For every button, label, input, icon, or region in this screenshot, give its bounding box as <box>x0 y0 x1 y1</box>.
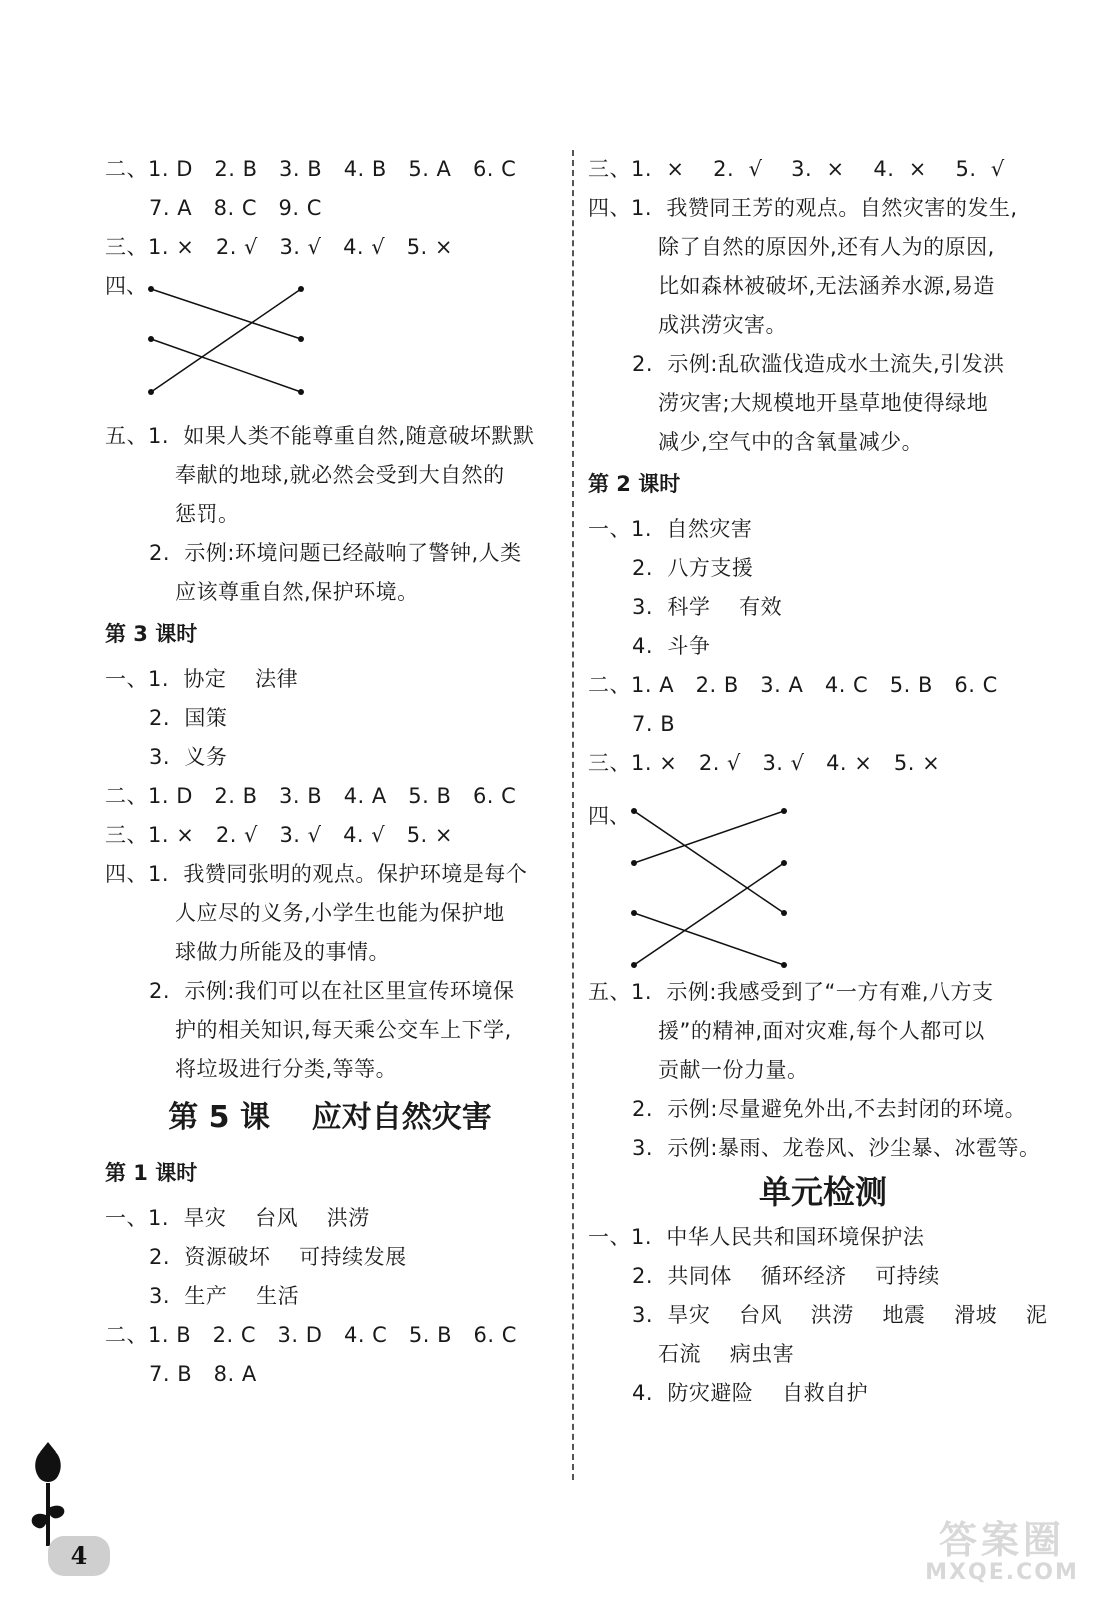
answer-line: 3. 科学 有效 <box>632 595 783 619</box>
page-number: 4 <box>48 1536 110 1576</box>
right-column <box>588 150 1058 1413</box>
answer-line: 涝灾害;大规模地开垦草地使得绿地 <box>658 391 989 415</box>
answer-line: 一、1. 旱灾 台风 洪涝 <box>105 1206 370 1230</box>
answer-line: 惩罚。 <box>175 502 240 526</box>
answer-line: 7. B <box>632 712 676 736</box>
answer-line: 4. 防灾避险 自救自护 <box>632 1381 869 1405</box>
matching-lines <box>588 783 828 973</box>
match-line <box>634 863 784 965</box>
match-line <box>151 339 301 392</box>
watermark-url: MXQE.COM <box>925 1560 1079 1585</box>
answer-line: 2. 示例:乱砍滥伐造成水土流失,引发洪 <box>632 352 1005 376</box>
answer-line: 2. 国策 <box>149 706 228 730</box>
answer-line: 2. 示例:我们可以在社区里宣传环境保 <box>149 979 515 1003</box>
answer-line: 二、1. D 2. B 3. B 4. A 5. B 6. C <box>105 784 517 808</box>
matching-diagram <box>105 267 555 417</box>
answer-line: 三、1. × 2. √ 3. √ 4. × 5. × <box>588 751 941 775</box>
section-heading: 第 3 课时 <box>105 622 198 646</box>
watermark-logo <box>912 1520 1092 1590</box>
answer-line: 四、1. 我赞同王芳的观点。自然灾害的发生, <box>588 196 1018 220</box>
answer-line: 三、1. × 2. √ 3. √ 4. √ 5. × <box>105 823 453 847</box>
match-line <box>634 913 784 965</box>
answer-line: 将垃圾进行分类,等等。 <box>175 1057 398 1081</box>
answer-line: 二、1. A 2. B 3. A 4. C 5. B 6. C <box>588 673 998 697</box>
matching-diagram <box>588 783 1058 973</box>
answer-line: 奉献的地球,就必然会受到大自然的 <box>175 463 505 487</box>
answer-line: 4. 斗争 <box>632 634 711 658</box>
watermark-text: 答案圈 <box>938 1518 1065 1562</box>
answer-line: 减少,空气中的含氧量减少。 <box>658 430 924 454</box>
question-label: 四、 <box>588 804 630 828</box>
answer-line: 四、1. 我赞同张明的观点。保护环境是每个 <box>105 862 528 886</box>
answer-line: 一、1. 中华人民共和国环境保护法 <box>588 1225 925 1249</box>
match-line <box>151 289 301 339</box>
answer-line: 石流 病虫害 <box>658 1342 795 1366</box>
answer-line: 2. 示例:环境问题已经敲响了警钟,人类 <box>149 541 522 565</box>
match-line <box>151 289 301 392</box>
answer-line: 一、1. 协定 法律 <box>105 667 299 691</box>
answer-line: 3. 生产 生活 <box>149 1284 300 1308</box>
flower-icon <box>18 1438 78 1548</box>
matching-lines <box>105 267 325 417</box>
answer-line: 应该尊重自然,保护环境。 <box>175 580 419 604</box>
answer-line: 7. B 8. A <box>149 1362 257 1386</box>
answer-line: 2. 八方支援 <box>632 556 754 580</box>
answer-line: 2. 共同体 循环经济 可持续 <box>632 1264 940 1288</box>
answer-line: 球做力所能及的事情。 <box>175 940 390 964</box>
question-label: 四、 <box>105 274 147 298</box>
answer-line: 五、1. 示例:我感受到了“一方有难,八方支 <box>588 980 994 1004</box>
answer-line: 护的相关知识,每天乘公交车上下学, <box>175 1018 512 1042</box>
answer-line: 三、1. × 2. √ 3. × 4. × 5. √ <box>588 157 1005 181</box>
section-heading: 第 2 课时 <box>588 472 681 496</box>
answer-line: 成洪涝灾害。 <box>658 313 787 337</box>
answer-line: 3. 旱灾 台风 洪涝 地震 滑坡 泥 <box>632 1303 1048 1327</box>
left-column <box>105 150 555 1394</box>
lesson-title: 第 5 课 应对自然灾害 <box>168 1100 492 1135</box>
match-line <box>634 811 784 913</box>
answer-line: 贡献一份力量。 <box>658 1058 809 1082</box>
answer-line: 一、1. 自然灾害 <box>588 517 753 541</box>
column-divider <box>572 150 574 1480</box>
answer-line: 7. A 8. C 9. C <box>149 196 322 220</box>
match-line <box>634 811 784 863</box>
answer-line: 2. 资源破坏 可持续发展 <box>149 1245 407 1269</box>
answer-line: 2. 示例:尽量避免外出,不去封闭的环境。 <box>632 1097 1027 1121</box>
answer-line: 三、1. × 2. √ 3. √ 4. √ 5. × <box>105 235 453 259</box>
answer-line: 二、1. D 2. B 3. B 4. B 5. A 6. C <box>105 157 517 181</box>
answer-line: 除了自然的原因外,还有人为的原因, <box>658 235 995 259</box>
answer-line: 援”的精神,面对灾难,每个人都可以 <box>658 1019 985 1043</box>
answer-line: 二、1. B 2. C 3. D 4. C 5. B 6. C <box>105 1323 517 1347</box>
answer-line: 人应尽的义务,小学生也能为保护地 <box>175 901 505 925</box>
answer-line: 五、1. 如果人类不能尊重自然,随意破坏默默 <box>105 424 535 448</box>
answer-line: 比如森林被破坏,无法涵养水源,易造 <box>658 274 995 298</box>
unit-test-title: 单元检测 <box>758 1173 887 1211</box>
section-heading: 第 1 课时 <box>105 1161 198 1185</box>
answer-line: 3. 义务 <box>149 745 228 769</box>
answer-line: 3. 示例:暴雨、龙卷风、沙尘暴、冰雹等。 <box>632 1136 1041 1160</box>
